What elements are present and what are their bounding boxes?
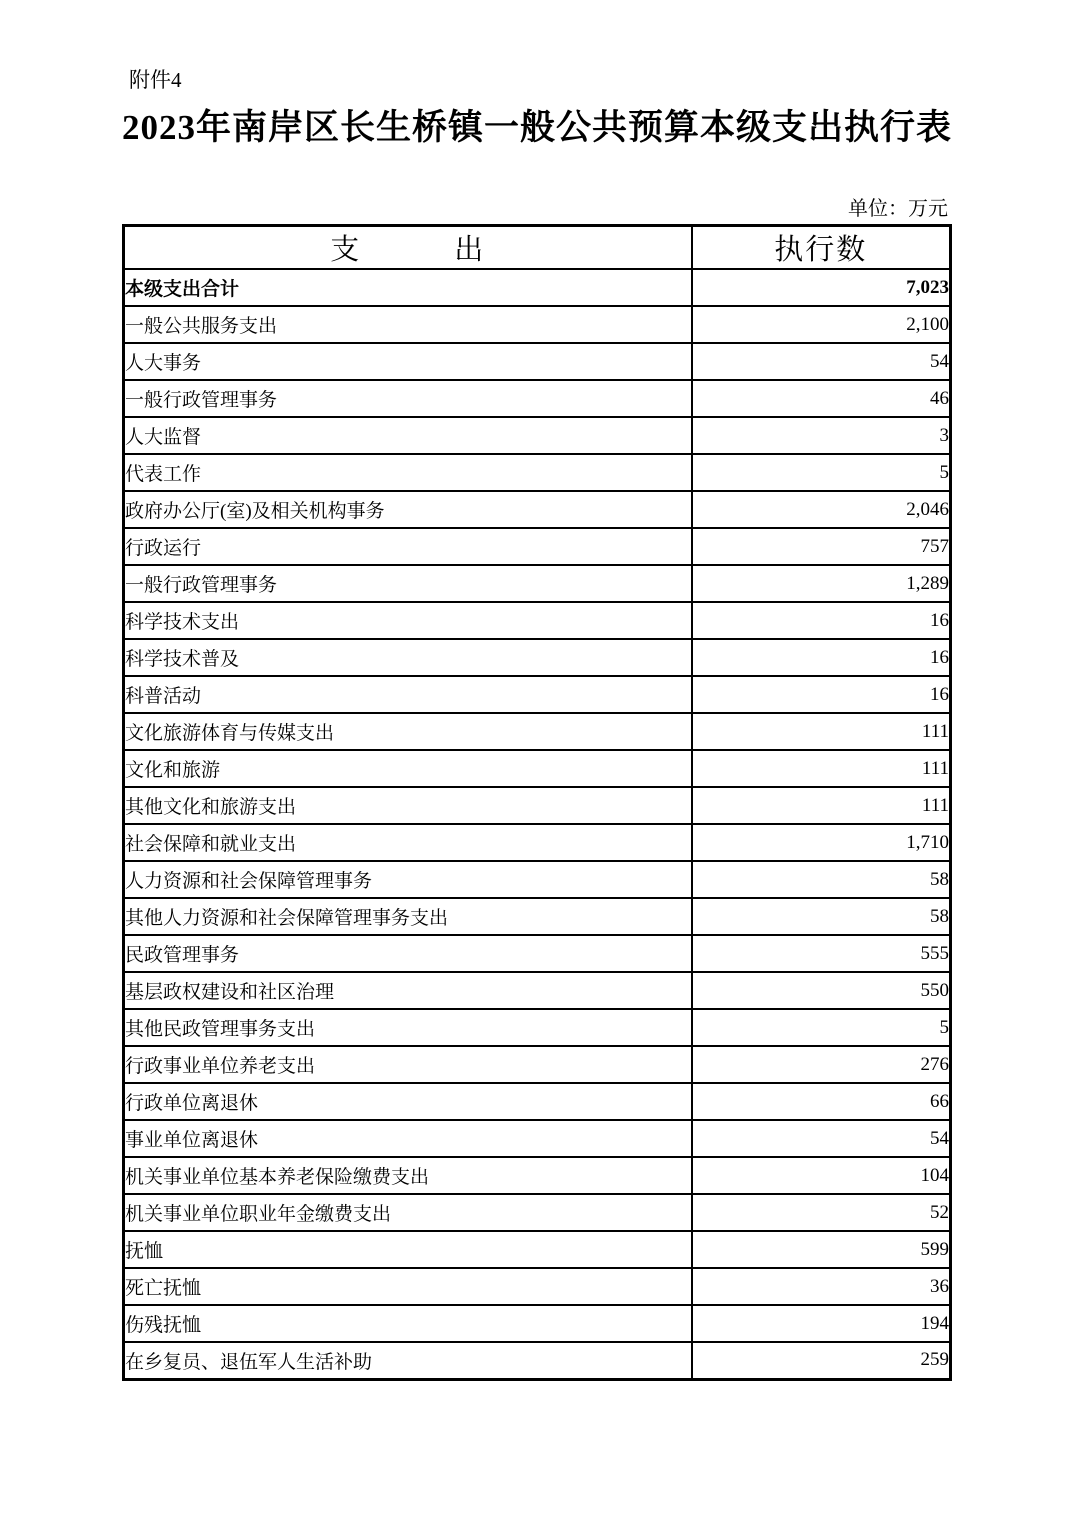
unit-note: 单位：万元	[848, 198, 948, 220]
table-row	[124, 343, 951, 380]
execution-amount: 111	[692, 787, 951, 824]
expenditure-item-label: 其他文化和旅游支出	[124, 787, 692, 824]
table-row	[124, 306, 951, 343]
execution-amount: 58	[692, 898, 951, 935]
expenditure-item-label: 本级支出合计	[124, 269, 692, 306]
expenditure-item-label: 事业单位离退休	[124, 1120, 692, 1157]
table-row	[124, 1342, 951, 1379]
table-row	[124, 898, 951, 935]
execution-amount: 276	[692, 1046, 951, 1083]
table-row	[124, 602, 951, 639]
execution-amount: 16	[692, 676, 951, 713]
table-row	[124, 454, 951, 491]
execution-amount: 16	[692, 639, 951, 676]
table-row	[124, 491, 951, 528]
execution-amount: 58	[692, 861, 951, 898]
execution-amount: 2,100	[692, 306, 951, 343]
expenditure-item-label: 其他人力资源和社会保障管理事务支出	[124, 898, 692, 935]
table-row	[124, 713, 951, 750]
table-row	[124, 1083, 951, 1120]
table-row	[124, 639, 951, 676]
expenditure-item-label: 一般行政管理事务	[124, 380, 692, 417]
expenditure-item-label: 机关事业单位职业年金缴费支出	[124, 1194, 692, 1231]
expenditure-item-label: 行政单位离退休	[124, 1083, 692, 1120]
table-row	[124, 1120, 951, 1157]
expenditure-item-label: 死亡抚恤	[124, 1268, 692, 1305]
expenditure-item-label: 人力资源和社会保障管理事务	[124, 861, 692, 898]
expenditure-item-label: 科普活动	[124, 676, 692, 713]
table-row	[124, 528, 951, 565]
expenditure-column-header: 支 出	[124, 226, 692, 270]
execution-column-header: 执行数	[692, 226, 951, 270]
execution-amount: 757	[692, 528, 951, 565]
table-row	[124, 1046, 951, 1083]
execution-amount: 54	[692, 1120, 951, 1157]
expenditure-item-label: 政府办公厅(室)及相关机构事务	[124, 491, 692, 528]
execution-amount: 2,046	[692, 491, 951, 528]
expenditure-item-label: 文化旅游体育与传媒支出	[124, 713, 692, 750]
execution-amount: 5	[692, 454, 951, 491]
expenditure-item-label: 基层政权建设和社区治理	[124, 972, 692, 1009]
table-row	[124, 787, 951, 824]
execution-amount: 1,710	[692, 824, 951, 861]
table-row	[124, 565, 951, 602]
expenditure-item-label: 行政事业单位养老支出	[124, 1046, 692, 1083]
table-row	[124, 824, 951, 861]
execution-amount: 16	[692, 602, 951, 639]
expenditure-item-label: 抚恤	[124, 1231, 692, 1268]
execution-amount: 1,289	[692, 565, 951, 602]
expenditure-item-label: 一般公共服务支出	[124, 306, 692, 343]
expenditure-item-label: 科学技术普及	[124, 639, 692, 676]
expenditure-item-label: 社会保障和就业支出	[124, 824, 692, 861]
table-row	[124, 750, 951, 787]
execution-amount: 194	[692, 1305, 951, 1342]
execution-amount: 111	[692, 750, 951, 787]
table-row	[124, 1157, 951, 1194]
table-header-row	[124, 226, 951, 270]
execution-amount: 3	[692, 417, 951, 454]
execution-amount: 46	[692, 380, 951, 417]
table-row	[124, 417, 951, 454]
page-title: 2023年南岸区长生桥镇一般公共预算本级支出执行表	[121, 108, 952, 147]
table-row	[124, 380, 951, 417]
budget-table	[122, 224, 952, 1381]
table-row	[124, 1009, 951, 1046]
table-row	[124, 269, 951, 306]
execution-amount: 259	[692, 1342, 951, 1379]
execution-amount: 36	[692, 1268, 951, 1305]
expenditure-item-label: 人大事务	[124, 343, 692, 380]
budget-table-body	[124, 269, 951, 1379]
execution-amount: 599	[692, 1231, 951, 1268]
execution-amount: 550	[692, 972, 951, 1009]
execution-amount: 7,023	[692, 269, 951, 306]
table-row	[124, 935, 951, 972]
table-row	[124, 972, 951, 1009]
expenditure-item-label: 人大监督	[124, 417, 692, 454]
expenditure-item-label: 民政管理事务	[124, 935, 692, 972]
attachment-label: 附件4	[129, 68, 182, 92]
execution-amount: 555	[692, 935, 951, 972]
expenditure-item-label: 代表工作	[124, 454, 692, 491]
expenditure-item-label: 行政运行	[124, 528, 692, 565]
expenditure-item-label: 一般行政管理事务	[124, 565, 692, 602]
execution-amount: 111	[692, 713, 951, 750]
table-row	[124, 1268, 951, 1305]
expenditure-item-label: 其他民政管理事务支出	[124, 1009, 692, 1046]
execution-amount: 54	[692, 343, 951, 380]
table-row	[124, 676, 951, 713]
execution-amount: 104	[692, 1157, 951, 1194]
expenditure-item-label: 伤残抚恤	[124, 1305, 692, 1342]
execution-amount: 52	[692, 1194, 951, 1231]
table-row	[124, 1231, 951, 1268]
table-row	[124, 861, 951, 898]
table-row	[124, 1194, 951, 1231]
execution-amount: 5	[692, 1009, 951, 1046]
expenditure-item-label: 文化和旅游	[124, 750, 692, 787]
expenditure-item-label: 机关事业单位基本养老保险缴费支出	[124, 1157, 692, 1194]
expenditure-item-label: 在乡复员、退伍军人生活补助	[124, 1342, 692, 1379]
expenditure-item-label: 科学技术支出	[124, 602, 692, 639]
execution-amount: 66	[692, 1083, 951, 1120]
table-row	[124, 1305, 951, 1342]
